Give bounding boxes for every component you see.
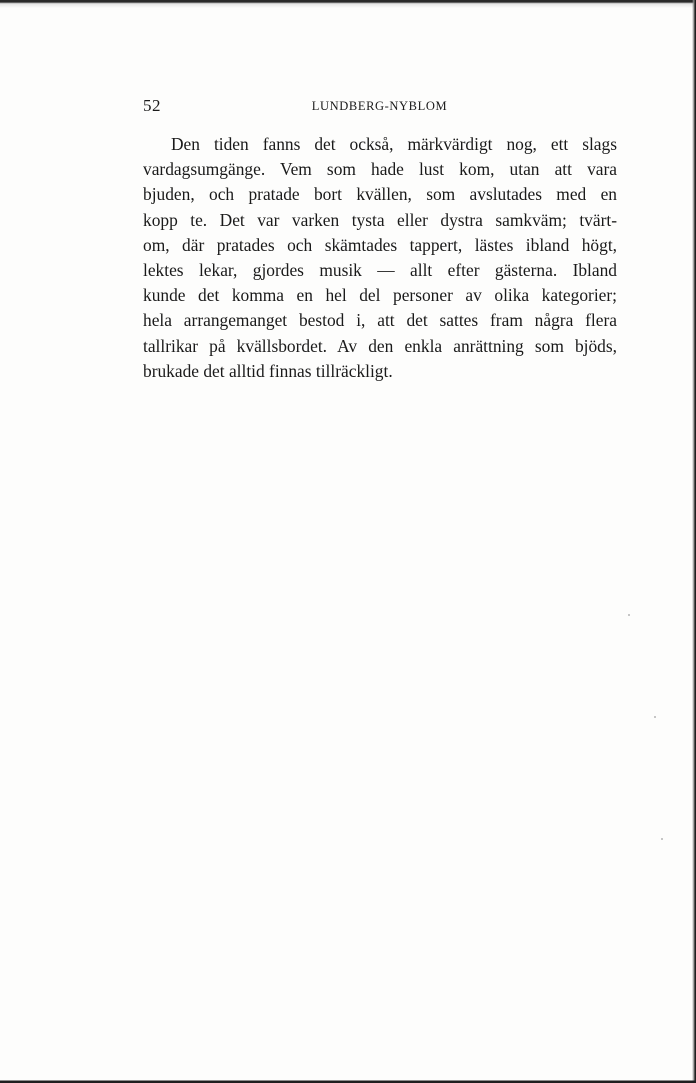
- scan-speck: [661, 838, 663, 840]
- scan-speck: [654, 716, 656, 718]
- text-line: hela arrangemanget bestod i, att det sattes fram några flera: [143, 310, 617, 331]
- running-head: LUNDBERG-NYBLOM: [311, 99, 448, 113]
- text-line: kunde det komma en hel del personer av olika kategorier;: [143, 285, 617, 306]
- text-line: lektes lekar, gjordes musik — allt efter gästerna. Ibland: [143, 259, 617, 280]
- scan-edge-top-shadow: [0, 4, 696, 8]
- text-line: kopp te. Det var varken tysta eller dystra samkväm; tvärt-: [143, 209, 617, 230]
- text-line: om, där pratades och skämtades tappert, lästes ibland högt,: [143, 234, 617, 255]
- text-line: tallrikar på kvällsbordet. Av den enkla anrättning som bjöds,: [143, 335, 617, 356]
- scan-edge-right: [692, 0, 696, 1083]
- text-line: bjuden, och pratade bort kvällen, som avslutades med en: [143, 184, 617, 205]
- scan-speck: [628, 614, 630, 616]
- page-number: 52: [143, 96, 161, 115]
- body-paragraph: [143, 132, 617, 384]
- page-header: [143, 96, 616, 120]
- text-line: vardagsumgänge. Vem som hade lust kom, utan att vara: [143, 159, 617, 180]
- text-line: Den tiden fanns det också, märkvärdigt nog, ett slags: [171, 134, 617, 154]
- text-line: brukade det alltid finnas tillräckligt.: [143, 360, 393, 381]
